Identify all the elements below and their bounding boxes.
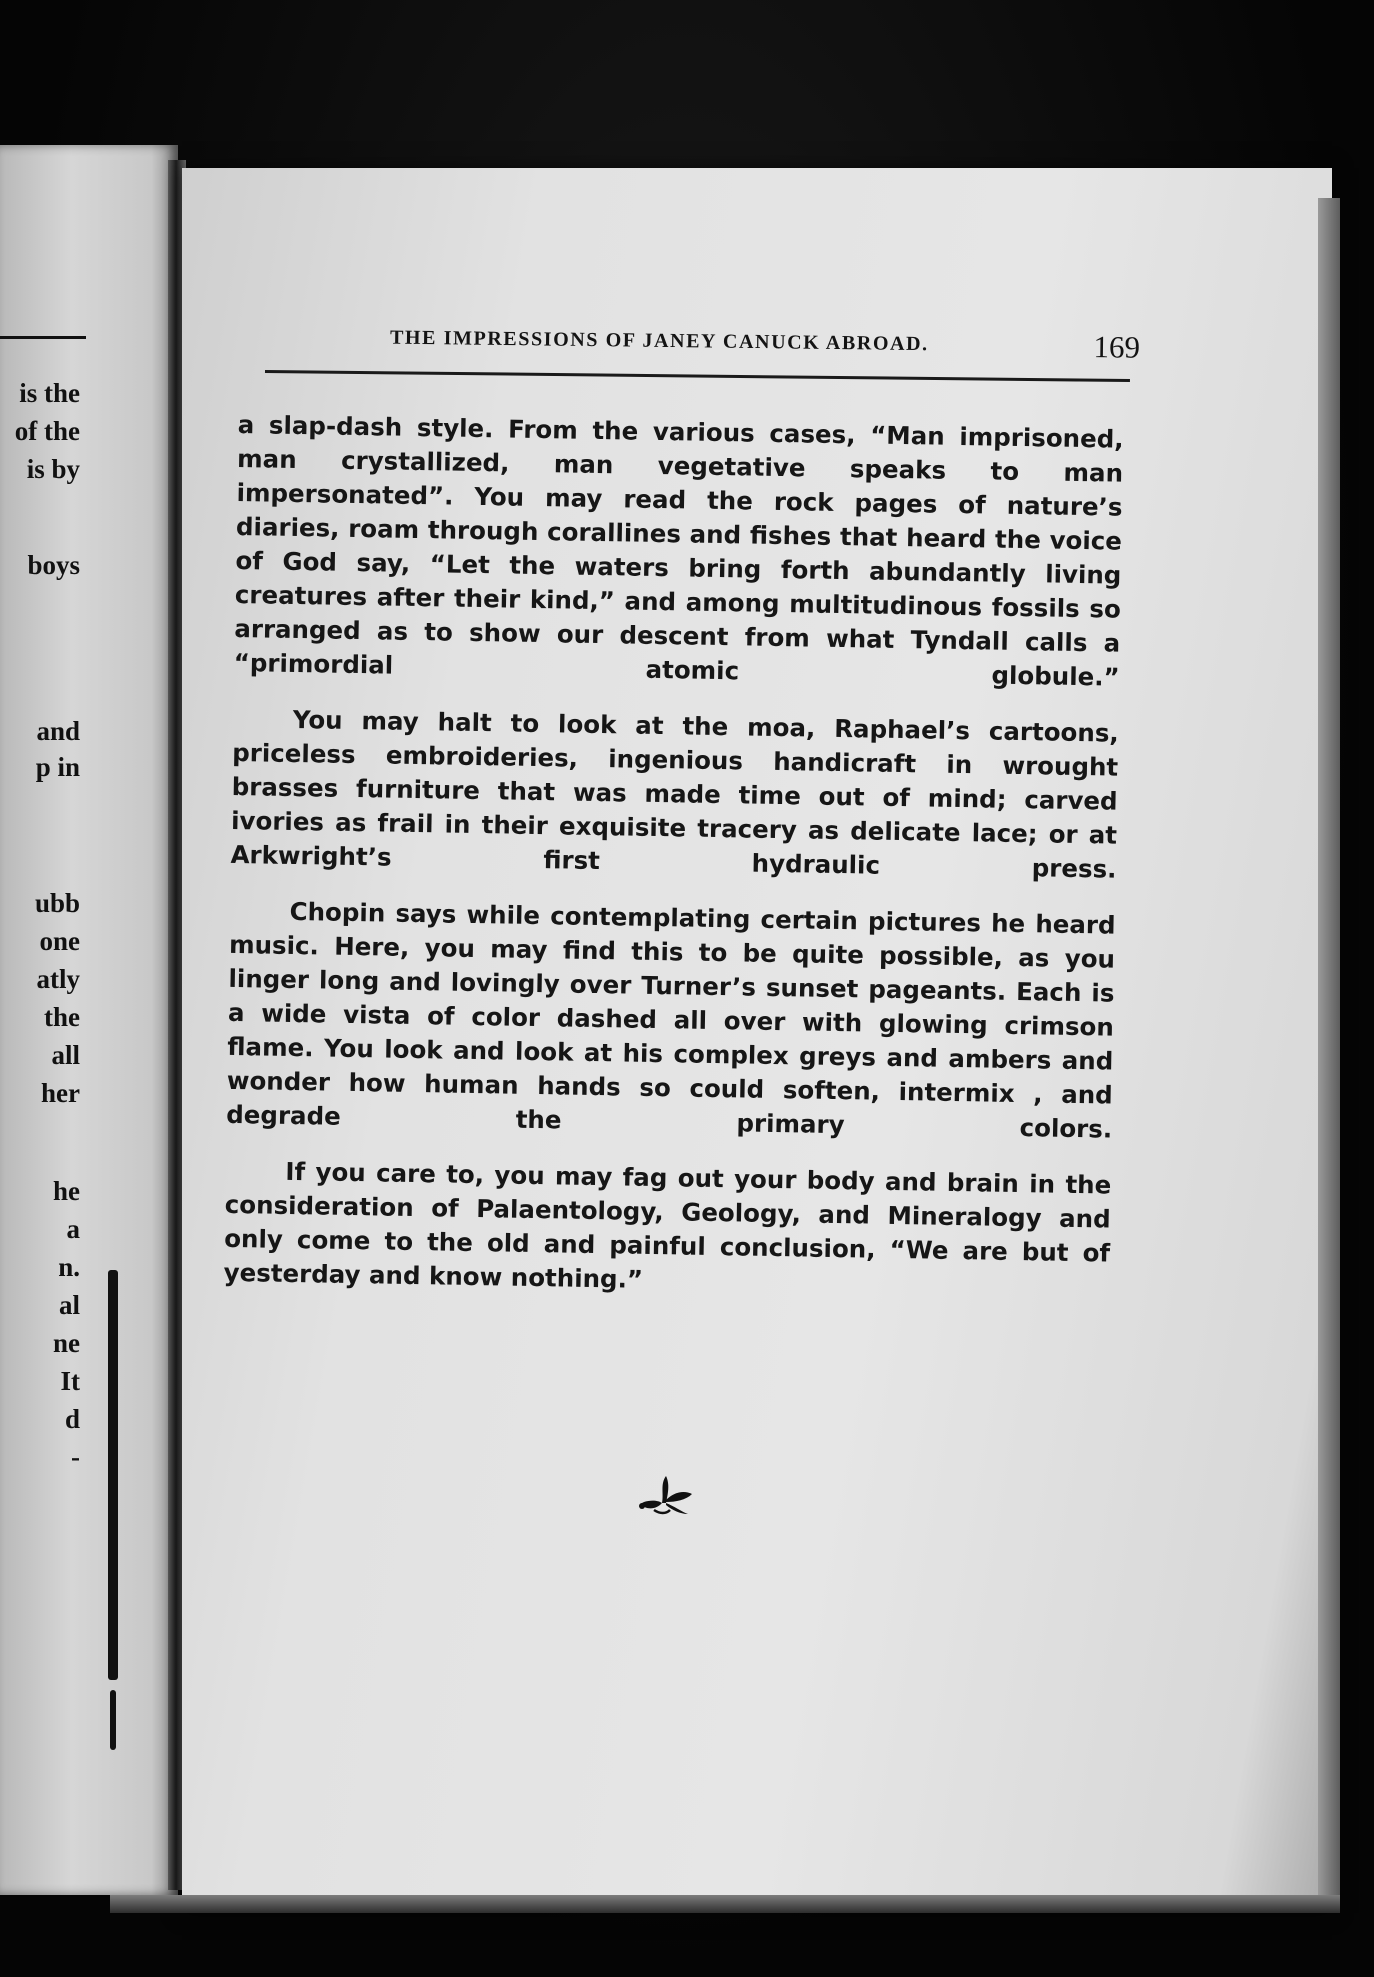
- paragraph: If you care to, you may fag out your body and brain in the consideration of Palaentology, Geology, and Mineralogy and only come to the old and painful conclusion, “We are but of yesterday and know nothing.”: [223, 1156, 1112, 1294]
- left-page-text-fragment: one: [39, 926, 80, 956]
- paragraph: a slap-dash style. From the various cases, “Man imprisoned, man crystallized, man vegetative speaks to man impersonated”. You may read the rock pages of nature’s diaries, roam through corallines and fishes that heard the voice of God say, “Let the waters bring forth abundantly living creatures after their kind,” and among multitudinous fossils so arranged as to show our descent from what Tyndall calls a “primordial atomic globule.”: [233, 409, 1124, 692]
- left-page-text-fragment: of the: [14, 416, 80, 446]
- left-page-text-fragment: n.: [58, 1252, 80, 1282]
- left-page-text-fragment: is by: [26, 454, 80, 484]
- paragraph: You may halt to look at the moa, Raphael’s cartoons, priceless embroideries, ingenious handicraft in wrought brasses furniture that was made time out of mind; carved ivories as frail in their exquisite tracery as delicate lace; or at Arkwright’s first hydraulic press.: [230, 704, 1119, 884]
- left-page-text-fragment: her: [41, 1078, 80, 1108]
- page-bottom-edge: [110, 1895, 1340, 1913]
- left-page-text-fragment: atly: [36, 964, 80, 994]
- floral-tailpiece-icon: [636, 1470, 696, 1516]
- page-number: 169: [1093, 329, 1141, 365]
- binding-mark: [110, 1690, 116, 1750]
- left-page-text-fragment: ubb: [34, 888, 80, 918]
- left-page-text-fragment: a: [66, 1214, 80, 1244]
- left-page-text-fragment: d: [64, 1404, 80, 1434]
- left-page-text-fragment: ne: [53, 1328, 80, 1358]
- left-page-text-fragment: the: [44, 1002, 80, 1032]
- page-edge: [1318, 198, 1340, 1908]
- left-page-text-fragment: p in: [35, 752, 80, 782]
- binding-mark: [108, 1270, 118, 1680]
- left-page-text-fragment: boys: [27, 550, 80, 580]
- left-page-text-fragment: al: [58, 1290, 80, 1320]
- running-title: THE IMPRESSIONS OF JANEY CANUCK ABROAD.: [389, 326, 929, 356]
- left-page-text-fragment: he: [53, 1176, 80, 1206]
- left-page-text-fragment: all: [51, 1040, 80, 1070]
- left-page-text-fragment: It: [60, 1366, 80, 1396]
- left-page-text-fragment: -: [71, 1442, 80, 1472]
- left-page-rule: [0, 336, 86, 339]
- left-page-text-fragment: is the: [19, 378, 80, 408]
- paragraph: Chopin says while contemplating certain pictures he heard music. Here, you may find this to be quite possible, as you linger long and lovingly over Turner’s sunset pageants. Each is a wide vista of color dashed all over with glowing crimson flame. You look and look at his complex greys and ambers and wonder how human hands so could soften, intermix , and degrade the primary colors.: [226, 896, 1116, 1144]
- body-text: [223, 408, 1124, 1327]
- left-page-text-fragment: and: [36, 716, 80, 746]
